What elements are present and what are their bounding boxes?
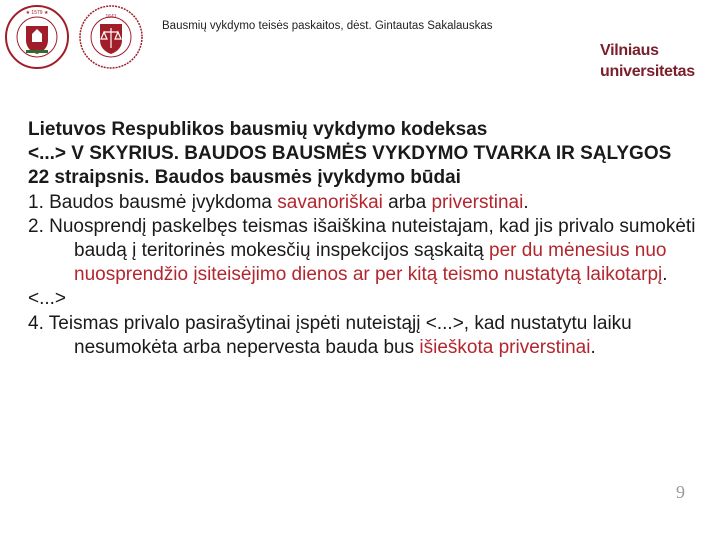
paragraph-1-highlight-forcibly: priverstinai — [431, 191, 524, 213]
paragraph-2-period: . — [662, 264, 668, 286]
paragraph-4-period: . — [590, 336, 596, 358]
course-header: Bausmių vykdymo teisės paskaitos, dėst. Gintautas Sakalauskas — [162, 20, 493, 32]
paragraph-2 — [28, 215, 698, 288]
paragraph-1-text: 1. Baudos bausmė įvykdoma — [28, 191, 278, 213]
paragraph-2-text: 2. Nuosprendį paskelbęs teismas išaiškina nuteistajam, kad jis privalo sumokėti baudą į teritorinės mokesčių inspekcijos sąskaitą — [28, 215, 696, 262]
paragraph-4 — [28, 312, 698, 360]
svg-text:★ 1579 ★: ★ 1579 ★ — [25, 10, 49, 16]
chapter-title: <...> V SKYRIUS. BAUDOS BAUSMĖS VYKDYMO TVARKA IR SĄLYGOS — [28, 143, 672, 165]
vilnius-university-brand — [600, 40, 695, 82]
paragraph-4-text: 4. Teismas privalo pasirašytinai įspėti nuteistąjį <...>, kad nustatytu laiku nesumokėta arba nepervesta bauda bus — [28, 312, 632, 358]
code-title: Lietuvos Respublikos bausmių vykdymo kodeksas — [28, 119, 488, 140]
page-number: 9 — [676, 482, 685, 502]
faculty-seal-logo — [78, 4, 144, 70]
paragraph-1-period: . — [523, 191, 529, 213]
paragraph-1-highlight-voluntarily: savanoriškai — [277, 191, 383, 213]
brand-line-2: universitetas — [600, 63, 695, 80]
university-seal-logo — [4, 4, 70, 70]
ellipsis-line: <...> — [28, 288, 67, 310]
paragraph-1 — [28, 191, 698, 215]
paragraph-4-highlight-forcibly: išieškota priverstinai — [419, 336, 591, 358]
paragraph-1-text-or: arba — [382, 191, 432, 213]
slide-content — [28, 118, 698, 360]
brand-line-1: Vilniaus — [600, 42, 659, 59]
article-title: 22 straipsnis. Baudos bausmės įvykdymo būdai — [28, 167, 461, 189]
paragraph-2-highlight-deadline: per du mėnesius nuo nuosprendžio įsiteisėjimo dienos ar per kitą teismo nustatytą laikotarpį — [74, 240, 667, 286]
svg-text:1641: 1641 — [105, 14, 117, 20]
